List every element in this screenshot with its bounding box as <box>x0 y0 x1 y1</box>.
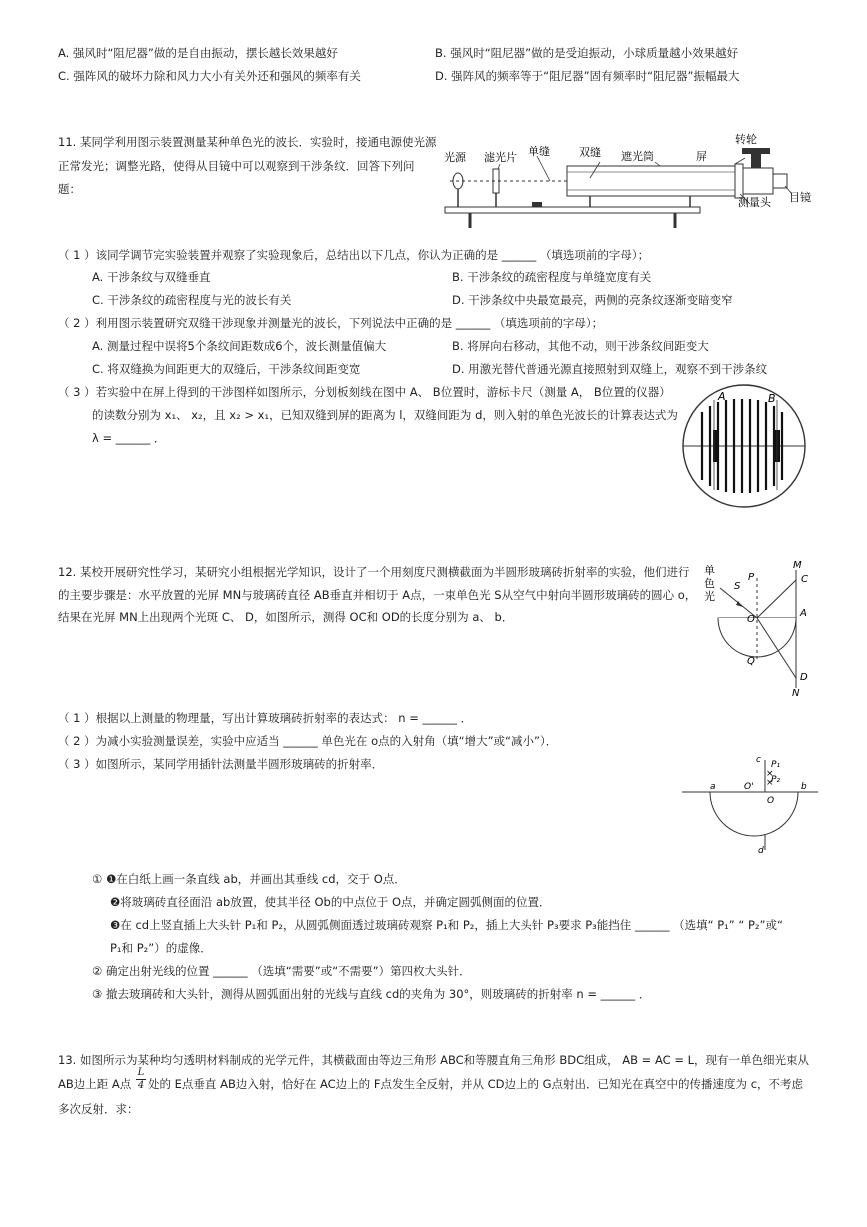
mono-light-label-1: 单 <box>704 564 715 577</box>
q11-p2-option-b: B. 将屏向右移动，其他不动，则干涉条纹间距变大 <box>452 339 709 353</box>
mono-light-label-3: 光 <box>704 590 715 603</box>
q12-stem-line1: 12. 某校开展研究性学习，某研究小组根据光学知识，设计了一个用刻度尺测横截面为半圆形玻璃砖折射率的实验，他们进行 <box>58 565 690 579</box>
label-c-pin: c <box>756 755 761 765</box>
label-o-pin: O <box>767 796 775 806</box>
label-light-source: 光源 <box>444 151 466 164</box>
label-c: C <box>801 574 808 585</box>
q10-option-a: A. 强风时“阻尼器”做的是自由振动，摆长越长效果越好 <box>58 46 338 60</box>
q11-p3-line3: λ = ______ ． <box>92 431 166 445</box>
q11-apparatus-figure <box>440 128 820 234</box>
label-single-slit: 单缝 <box>528 145 550 158</box>
label-n: N <box>792 688 800 699</box>
label-eyepiece: 目镜 <box>789 191 811 204</box>
label-p1: P₁ <box>771 760 781 770</box>
label-wheel: 转轮 <box>735 133 757 146</box>
label-d: D <box>800 672 808 683</box>
label-p2: P₂ <box>771 775 781 785</box>
q11-p2-option-a: A. 测量过程中误将5个条纹间距数成6个，波长测量值偏大 <box>92 339 387 353</box>
q11-stem-line2: 正常发光；调整光路，使得从目镜中可以观察到干涉条纹．回答下列问 <box>58 159 415 173</box>
pin-p2-mark: × <box>766 778 774 788</box>
label-b-pin: b <box>801 782 807 792</box>
q11-p2-option-c: C. 将双缝换为间距更大的双缝后，干涉条纹间距变宽 <box>92 362 361 376</box>
label-d-pin: d <box>758 846 764 856</box>
q13-line3: 多次反射．求： <box>58 1102 139 1116</box>
label-a-pin: a <box>710 782 716 792</box>
q13-fraction <box>136 1067 146 1092</box>
q12-step1c: ❸在 cd上竖直插上大头针 P₁和 P₂，从圆弧侧面透过玻璃砖观察 P₁和 P₂，插上大头针 P₃要求 P₃能挡住 ______ （选填“ P₁” “ P₂”或“ <box>110 918 783 932</box>
q12-step1d: P₁和 P₂”）的虚像． <box>110 941 212 955</box>
q11-p1-option-a: A. 干涉条纹与双缝垂直 <box>92 270 211 284</box>
label-double-slit: 双缝 <box>579 146 601 159</box>
q11-p1-option-c: C. 干涉条纹的疏密程度与光的波长有关 <box>92 293 292 307</box>
label-o: O <box>747 614 755 625</box>
label-filter: 滤光片 <box>484 151 517 164</box>
q10-option-c: C. 强阵风的破坏力除和风力大小有关外还和强风的频率有关 <box>58 69 361 83</box>
q12-stem-line2: 的主要步骤是：水平放置的光屏 MN与玻璃砖直径 AB垂直并相切于 A点，一束单色光 S从空气中射向半圆形玻璃砖的圆心 o， <box>58 588 697 602</box>
fringe-label-a: A <box>718 390 726 403</box>
q11-p3-line1: （ 3 ）若实验中在屏上得到的干涉图样如图所示，分划板刻线在图中 A、 B位置时，游标卡尺（测量 A， B位置的仪器） <box>58 385 671 399</box>
label-s: S <box>734 581 741 592</box>
pin-p1-mark: × <box>766 769 774 779</box>
fringe-label-b: B <box>768 392 776 405</box>
q11-p2-option-d: D. 用激光替代普通光源直接照射到双缝上，观察不到干涉条纹 <box>452 362 768 376</box>
q12-p2: （ 2 ）为减小实验测量误差，实验中应适当 ______ 单色光在 o点的入射角（填“增大”或“减小”）． <box>58 734 558 748</box>
q12-semicircle-figure <box>700 556 820 700</box>
q11-stem-line3: 题： <box>58 182 81 196</box>
label-q: Q <box>747 656 755 667</box>
q11-p1-stem: （ 1 ）该同学调节完实验装置并观察了实验现象后，总结出以下几点，你认为正确的是 ______ （填选项前的字母）； <box>58 248 650 262</box>
label-a: A <box>800 608 807 619</box>
q12-p3: （ 3 ）如图所示，某同学用插针法测量半圆形玻璃砖的折射率． <box>58 757 384 771</box>
q12-pin-method-figure <box>680 752 820 860</box>
label-tube: 遮光筒 <box>621 150 654 163</box>
fraction-denominator: 4 <box>137 1080 145 1091</box>
q11-stem-line1: 11. 某同学利用图示装置测量某种单色光的波长．实验时，接通电源使光源 <box>58 135 437 149</box>
label-measuring-head: 测量头 <box>738 196 771 209</box>
label-o-prime: O' <box>744 782 754 792</box>
q10-option-b: B. 强风时“阻尼器”做的是受迫振动，小球质量越小效果越好 <box>435 46 739 60</box>
q12-p1: （ 1 ）根据以上测量的物理量，写出计算玻璃砖折射率的表达式： n = ______ ． <box>58 711 473 725</box>
q12-step1b: ❷将玻璃砖直径面沿 ab放置，使其半径 Ob的中点位于 O点，并确定圆弧侧面的位置． <box>110 895 551 909</box>
q12-stem-line3: 结果在光屏 MN上出现两个光斑 C、 D，如图所示，测得 OC和 OD的长度分别为 a、 b． <box>58 610 514 624</box>
q12-step3: ③ 撤去玻璃砖和大头针，测得从圆弧面出射的光线与直线 cd的夹角为 30°，则玻璃砖的折射率 n = ______ ． <box>92 987 651 1001</box>
fraction-numerator: L <box>137 1067 145 1078</box>
q11-p2-stem: （ 2 ）利用图示装置研究双缝干涉现象并测量光的波长，下列说法中正确的是 ______ （填选项前的字母）； <box>58 316 604 330</box>
label-screen: 屏 <box>696 150 707 163</box>
q10-option-d: D. 强阵风的频率等于“阻尼器”固有频率时“阻尼器”振幅最大 <box>435 69 740 83</box>
q13-line1: 13. 如图所示为某种均匀透明材料制成的光学元件，其横截面由等边三角形 ABC和等腰直角三角形 BDC组成， AB = AC = L，现有一单色细光束从 <box>58 1053 810 1067</box>
label-m: M <box>793 560 802 571</box>
q12-step1a: ① ❶在白纸上画一条直线 ab，并画出其垂线 cd，交于 O点． <box>92 872 406 886</box>
q13-line2-start: AB边上距 A点 <box>58 1077 132 1091</box>
q11-p1-option-b: B. 干涉条纹的疏密程度与单缝宽度有关 <box>452 270 652 284</box>
q11-p1-option-d: D. 干涉条纹中央最宽最亮，两侧的亮条纹逐渐变暗变窄 <box>452 293 733 307</box>
interference-pattern-figure <box>680 382 810 512</box>
q12-step2: ② 确定出射光线的位置 ______ （选填“需要”或“不需要”）第四枚大头针． <box>92 964 471 978</box>
label-p: P <box>748 572 755 583</box>
q11-p3-line2: 的读数分别为 x₁、 x₂，且 x₂ > x₁，已知双缝到屏的距离为 l，双缝间距为 d，则入射的单色光波长的计算表达式为 <box>92 408 678 422</box>
mono-light-label-2: 色 <box>704 577 715 590</box>
q13-line2-end: 处的 E点垂直 AB边入射，恰好在 AC边上的 F点发生全反射，并从 CD边上的 G点射出．已知光在真空中的传播速度为 c，不考虑 <box>148 1077 804 1091</box>
